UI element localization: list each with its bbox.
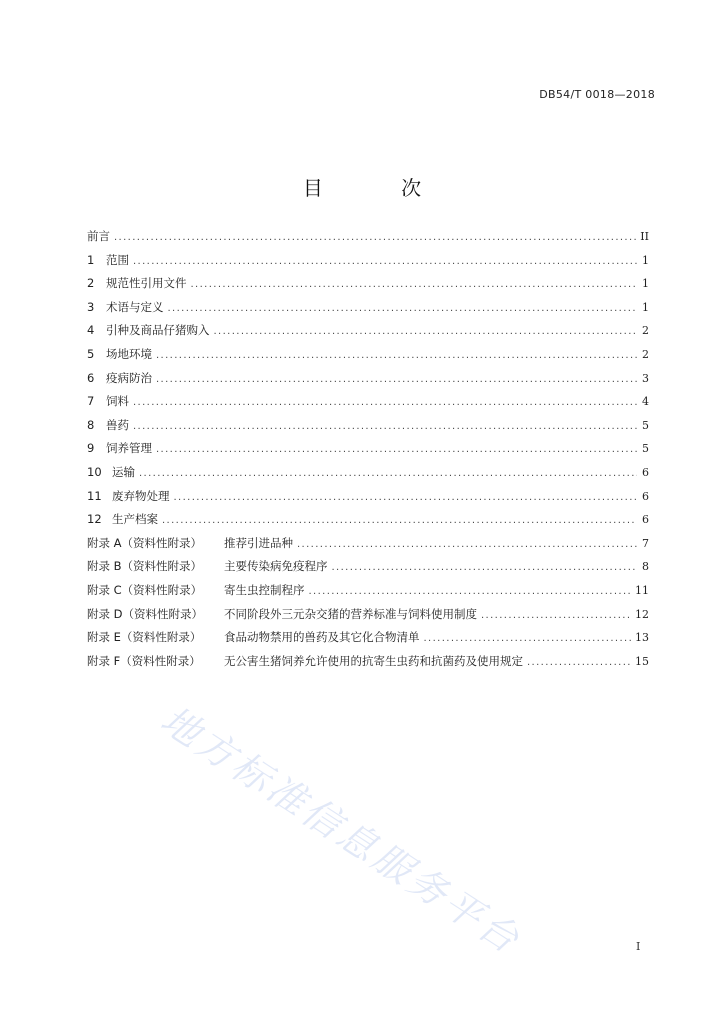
appendix-prefix: 附录 A（资料性附录） <box>87 535 203 550</box>
toc-leader-dots <box>156 374 637 385</box>
appendix-title: 推荐引进品种 <box>224 535 293 550</box>
toc-leader-dots <box>156 444 637 455</box>
toc-entry-page: 6 <box>642 489 649 503</box>
toc-entry-title: 生产档案 <box>112 512 158 527</box>
toc-leader-dots <box>214 326 638 337</box>
toc-entry-title: 引种及商品仔猪购入 <box>106 323 210 338</box>
toc-entry-number: 7 <box>87 394 95 409</box>
toc-entry-page: 4 <box>642 395 649 409</box>
toc-appendix-entry[interactable] <box>87 606 649 630</box>
toc-leader-dots <box>174 492 638 503</box>
toc-entry[interactable] <box>87 511 649 535</box>
appendix-prefix: 附录 F（资料性附录） <box>87 653 201 668</box>
toc-entry-number: 2 <box>87 276 95 291</box>
watermark: 地方标准信息服务平台 <box>153 697 530 964</box>
toc-entry-title: 疫病防治 <box>106 370 152 385</box>
toc-entry-page: 3 <box>642 371 649 385</box>
toc-entry[interactable] <box>87 417 649 441</box>
toc-appendix-entry[interactable] <box>87 629 649 653</box>
toc-leader-dots <box>139 468 637 479</box>
appendix-title: 无公害生猪饲养允许使用的抗寄生虫药和抗菌药及使用规定 <box>224 653 523 668</box>
appendix-title: 寄生虫控制程序 <box>224 582 305 597</box>
toc-entry-title: 饲养管理 <box>106 441 152 456</box>
toc-leader-dots <box>162 515 637 526</box>
toc-leader-dots <box>191 279 638 290</box>
appendix-prefix: 附录 D（资料性附录） <box>87 606 204 621</box>
toc-entry[interactable] <box>87 252 649 276</box>
appendix-page: 8 <box>642 560 649 574</box>
toc-entry-title: 饲料 <box>106 394 129 409</box>
appendix-page: 11 <box>635 583 649 597</box>
appendix-page: 13 <box>635 631 649 645</box>
page-title: 目 次 <box>302 176 458 200</box>
toc-entry-page: 1 <box>642 300 649 314</box>
appendix-title: 不同阶段外三元杂交猪的营养标准与饲料使用制度 <box>224 606 477 621</box>
toc-leader-dots <box>168 303 638 314</box>
appendix-page: 15 <box>635 654 649 668</box>
toc-entry-title: 场地环境 <box>106 346 152 361</box>
toc-leader-dots <box>424 633 632 644</box>
toc-entry-number: 3 <box>87 299 95 314</box>
toc-entry[interactable] <box>87 440 649 464</box>
toc-entry-title: 废弃物处理 <box>112 488 170 503</box>
toc-appendix-entry[interactable] <box>87 653 649 677</box>
toc-entry-page: 6 <box>642 513 649 527</box>
toc-leader-dots <box>133 397 637 408</box>
toc-appendix-entry[interactable] <box>87 558 649 582</box>
toc-entry-page: 5 <box>642 442 649 456</box>
toc-entry-page: 6 <box>642 465 649 479</box>
toc-entry-number: 6 <box>87 370 95 385</box>
toc-entry[interactable] <box>87 299 649 323</box>
page-number: I <box>636 940 641 953</box>
toc-leader-dots <box>133 256 637 267</box>
appendix-prefix: 附录 C（资料性附录） <box>87 582 203 597</box>
toc-entry-number: 1 <box>87 252 95 267</box>
toc-entry-number: 9 <box>87 441 95 456</box>
appendix-title: 食品动物禁用的兽药及其它化合物清单 <box>224 630 420 645</box>
toc-entry-title: 前言 <box>87 229 110 243</box>
toc-entry[interactable] <box>87 228 649 252</box>
toc-entry[interactable] <box>87 370 649 394</box>
toc-appendix-entry[interactable] <box>87 582 649 606</box>
toc-entry-number: 12 <box>87 512 102 527</box>
toc-entry-page: 2 <box>642 347 649 361</box>
toc-entry-number: 11 <box>87 488 102 503</box>
toc-entry[interactable] <box>87 322 649 346</box>
toc-appendix-entry[interactable] <box>87 535 649 559</box>
toc-entry-title: 兽药 <box>106 417 129 432</box>
document-code: DB54/T 0018—2018 <box>539 88 655 101</box>
toc-entry[interactable] <box>87 464 649 488</box>
toc-entry-page: 2 <box>642 324 649 338</box>
appendix-prefix: 附录 B（资料性附录） <box>87 559 203 574</box>
appendix-page: 12 <box>635 607 649 621</box>
toc-leader-dots <box>527 657 631 668</box>
toc-entry[interactable] <box>87 275 649 299</box>
toc-entry-number: 8 <box>87 417 95 432</box>
appendix-prefix: 附录 E（资料性附录） <box>87 630 202 645</box>
toc-entry-page: 5 <box>642 418 649 432</box>
toc-entry[interactable] <box>87 393 649 417</box>
appendix-title: 主要传染病免疫程序 <box>224 559 328 574</box>
toc-leader-dots <box>332 562 638 573</box>
table-of-contents <box>87 228 649 676</box>
toc-entry-number: 5 <box>87 346 95 361</box>
toc-entry-page: 1 <box>642 277 649 291</box>
toc-leader-dots <box>297 539 637 550</box>
toc-leader-dots <box>156 350 637 361</box>
toc-entry[interactable] <box>87 488 649 512</box>
toc-entry-page: 1 <box>642 253 649 267</box>
toc-entry-title: 规范性引用文件 <box>106 276 187 291</box>
toc-entry-number: 10 <box>87 464 102 479</box>
toc-entry-title: 范围 <box>106 252 129 267</box>
toc-entry-page: II <box>640 230 649 243</box>
toc-leader-dots <box>309 586 632 597</box>
toc-entry-title: 术语与定义 <box>106 299 164 314</box>
appendix-page: 7 <box>642 536 649 550</box>
toc-leader-dots <box>481 610 631 621</box>
toc-leader-dots <box>114 232 636 243</box>
toc-entry-title: 运输 <box>112 464 135 479</box>
toc-entry-number: 4 <box>87 323 95 338</box>
toc-leader-dots <box>133 421 637 432</box>
toc-entry[interactable] <box>87 346 649 370</box>
